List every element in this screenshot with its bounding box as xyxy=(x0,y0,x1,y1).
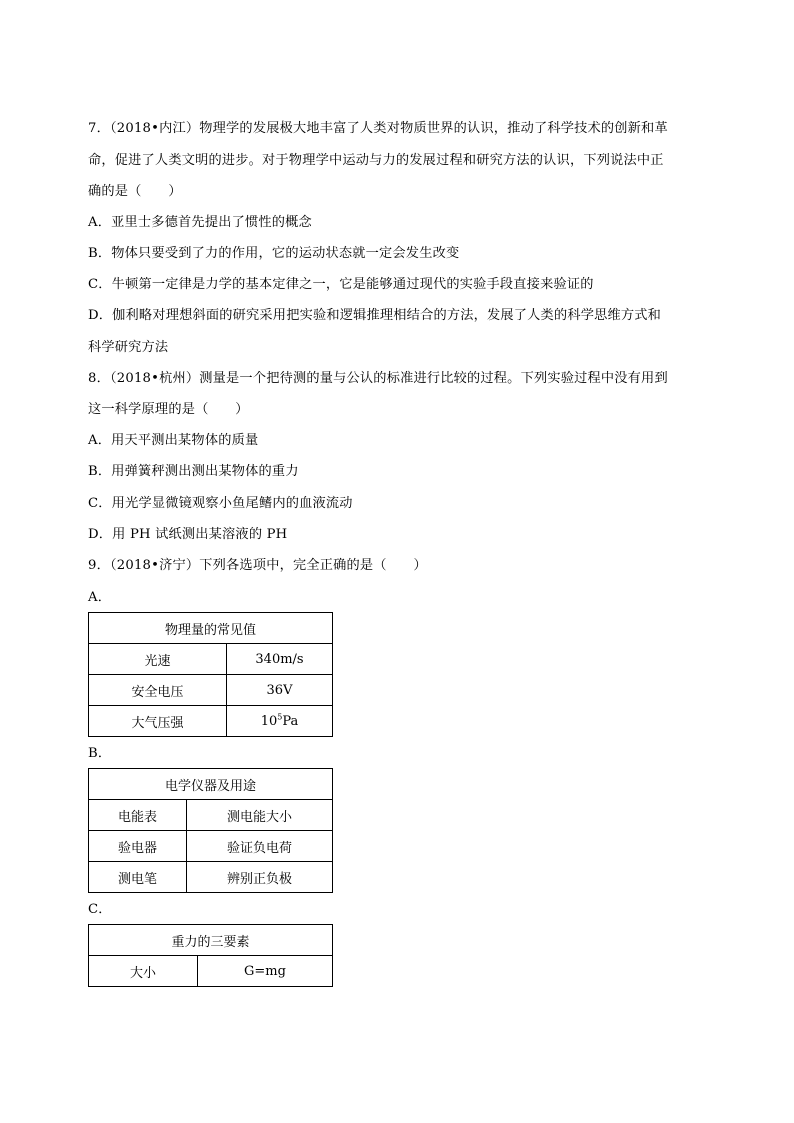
pressure-exponent: 5 xyxy=(277,712,283,722)
pressure-base: 10 xyxy=(260,713,278,729)
q8-stem-line2: 这一科学原理的是（ ） xyxy=(88,402,249,417)
table-row xyxy=(89,831,333,862)
q8-option-c: C．用光学显微镜观察小鱼尾鳍内的血液流动 xyxy=(88,496,353,511)
q9-option-a-label: A． xyxy=(88,590,112,605)
table-b-row1-value: 测电能大小 xyxy=(187,800,333,831)
table-row xyxy=(89,706,333,737)
q8-stem-line1: 8．（2018•杭州）测量是一个把待测的量与公认的标准进行比较的过程。下列实验过程中没有用到 xyxy=(88,371,668,386)
table-a-title: 物理量的常见值 xyxy=(89,613,333,644)
q8-option-a: A．用天平测出某物体的质量 xyxy=(88,433,259,448)
table-c-row1-key: 大小 xyxy=(89,956,198,987)
q7-stem-line3: 确的是（ ） xyxy=(88,184,182,199)
table-a-row3-key: 大气压强 xyxy=(89,706,227,737)
table-c-row1-value: G=mg xyxy=(198,956,333,987)
q9-table-b xyxy=(88,768,333,893)
table-a-row3-value xyxy=(227,706,333,737)
table-b-row3-key: 测电笔 xyxy=(89,862,187,893)
table-b-title: 电学仪器及用途 xyxy=(89,769,333,800)
q7-stem-line1: 7．（2018•内江）物理学的发展极大地丰富了人类对物质世界的认识，推动了科学技术的创新和革 xyxy=(88,121,668,136)
table-row xyxy=(89,956,333,987)
table-b-row3-value: 辨别正负极 xyxy=(187,862,333,893)
table-b-row2-key: 验电器 xyxy=(89,831,187,862)
table-a-row1-value: 340m/s xyxy=(227,644,333,675)
q9-table-a xyxy=(88,612,333,737)
q8-option-d: D．用 PH 试纸测出某溶液的 PH xyxy=(88,527,288,542)
table-a-row2-key: 安全电压 xyxy=(89,675,227,706)
q8-option-b: B．用弹簧秤测出测出某物体的重力 xyxy=(88,464,299,479)
q7-option-a: A．亚里士多德首先提出了惯性的概念 xyxy=(88,215,312,230)
q9-option-b-label: B． xyxy=(88,746,112,761)
table-c-title: 重力的三要素 xyxy=(89,925,333,956)
q7-option-d-line1: D．伽利略对理想斜面的研究采用把实验和逻辑推理相结合的方法，发展了人类的科学思维方式和 xyxy=(88,308,662,323)
q9-table-c xyxy=(88,924,333,987)
table-row xyxy=(89,800,333,831)
q7-option-c: C．牛顿第一定律是力学的基本定律之一，它是能够通过现代的实验手段直接来验证的 xyxy=(88,277,594,292)
q7-option-d-line2: 科学研究方法 xyxy=(88,340,169,355)
q9-option-c-label: C． xyxy=(88,902,112,917)
table-row xyxy=(89,862,333,893)
pressure-unit: Pa xyxy=(282,713,299,729)
table-a-row2-value: 36V xyxy=(227,675,333,706)
table-b-row1-key: 电能表 xyxy=(89,800,187,831)
q7-option-b: B．物体只要受到了力的作用，它的运动状态就一定会发生改变 xyxy=(88,246,460,261)
q9-stem: 9．（2018•济宁）下列各选项中，完全正确的是（ ） xyxy=(88,558,427,573)
q7-stem-line2: 命，促进了人类文明的进步。对于物理学中运动与力的发展过程和研究方法的认识，下列说法中正 xyxy=(88,153,664,168)
table-row xyxy=(89,675,333,706)
table-b-row2-value: 验证负电荷 xyxy=(187,831,333,862)
table-a-row1-key: 光速 xyxy=(89,644,227,675)
table-row xyxy=(89,644,333,675)
